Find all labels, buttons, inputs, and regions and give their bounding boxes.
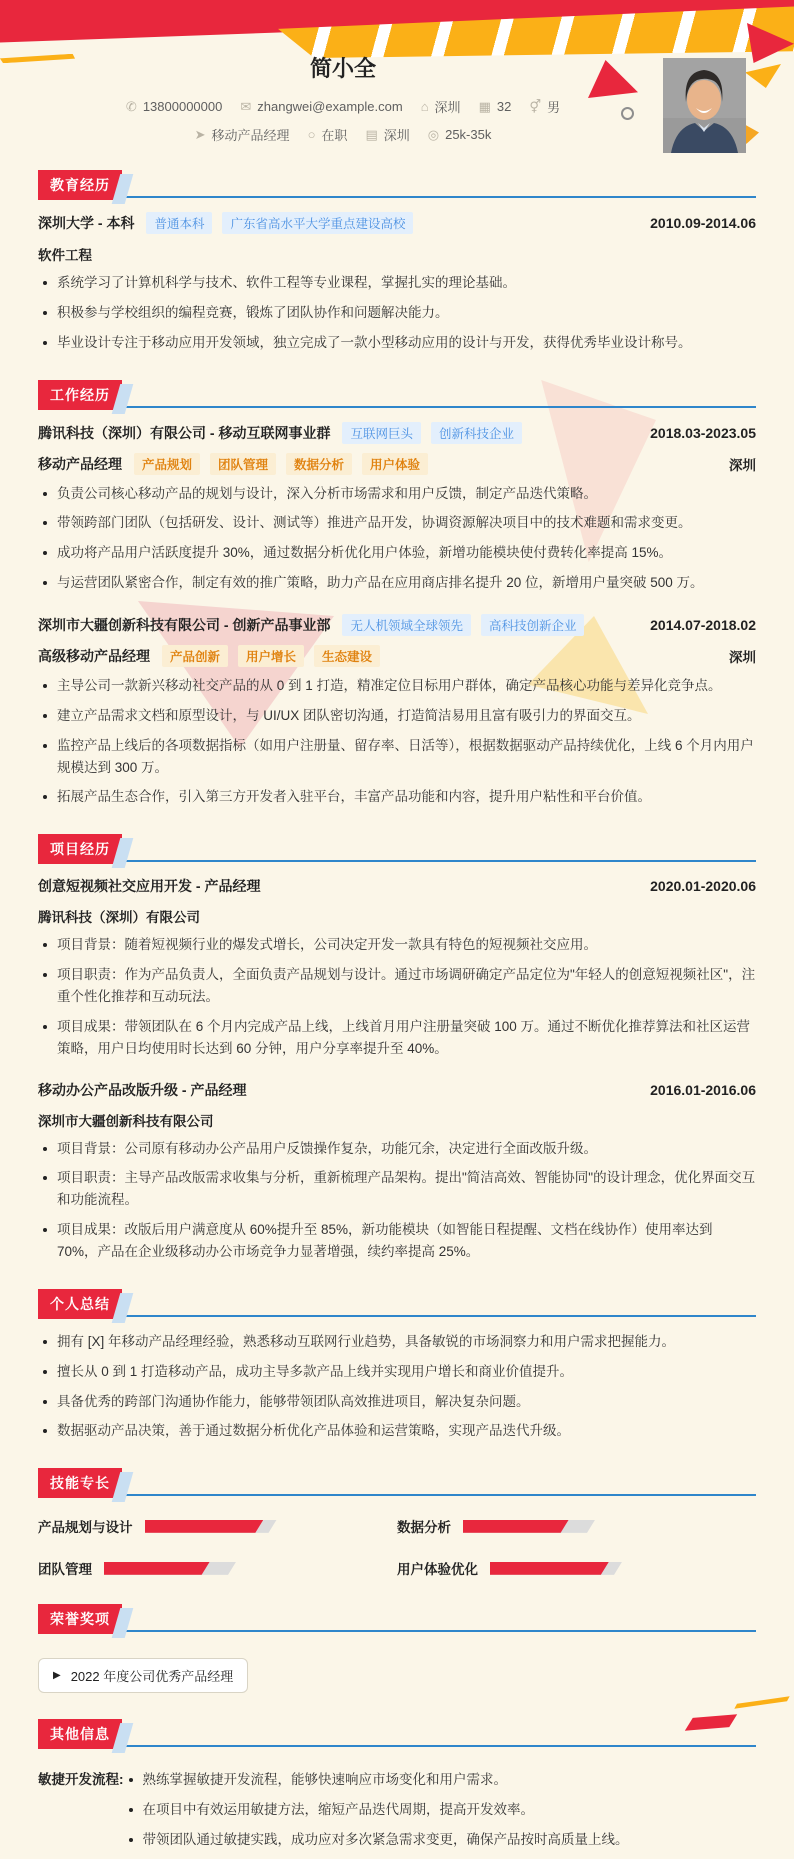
job-role: 高级移动产品经理 [38,648,150,665]
skill-item [397,1516,756,1536]
bullet-item: 拓展产品生态合作，引入第三方开发者入驻平台，丰富产品功能和内容，提升用户粘性和平台价值。 [38,786,756,808]
skill-bar-fill [145,1520,264,1533]
work-location: 深圳 [729,457,756,473]
role-tag: 团队管理 [210,453,276,475]
work-bullets [38,675,756,808]
contact-item [529,97,560,116]
section-divider [38,196,756,198]
section-badge: 其他信息 [38,1719,122,1749]
bullet-item: 建立产品需求文档和原型设计，与 UI/UX 团队密切沟通，打造简洁易用且富有吸引力的界面交互。 [38,705,756,727]
work-bullets [38,483,756,594]
school-tag: 普通本科 [146,212,212,234]
company-tag: 互联网巨头 [342,422,421,444]
bullet-item: 与运营团队紧密合作，制定有效的推广策略，助力产品在应用商店排名提升 20 位，新增用户量突破 500 万。 [38,572,756,594]
header [0,0,686,144]
project-date: 2016.01-2016.06 [650,1081,756,1098]
project-company: 深圳市大疆创新科技有限公司 [38,1113,214,1129]
bullet-item: 积极参与学校组织的编程竞赛，锻炼了团队协作和问题解决能力。 [38,302,756,324]
bullet-item: 项目背景：随着短视频行业的爆发式增长，公司决定开发一款具有特色的短视频社交应用。 [38,934,756,956]
work-entry [38,422,756,594]
work-entry [38,614,756,808]
contact-item [126,99,222,115]
bullet-item: 系统学习了计算机科学与技术、软件工程等专业课程，掌握扎实的理论基础。 [38,272,756,294]
bullet-item: 项目职责：作为产品负责人，全面负责产品规划与设计。通过市场调研确定产品定位为"年轻人的创意短视频社区"，注重个性化推荐和互动玩法。 [38,964,756,1008]
bullet-item: 成功将产品用户活跃度提升 30%，通过数据分析优化用户体验，新增功能模块使付费转化率提高 15%。 [38,542,756,564]
bullet-item: 带领团队通过敏捷实践，成功应对多次紧急需求变更，确保产品按时高质量上线。 [124,1829,757,1851]
education-bullets [38,272,756,354]
role-tags [162,645,380,667]
other-label: 敏捷开发流程: [38,1772,124,1788]
section-divider [38,860,756,862]
role-tag: 产品规划 [134,453,200,475]
section-divider [38,1745,756,1747]
bullet-item: 负责公司核心移动产品的规划与设计，深入分析市场需求和用户反馈，制定产品迭代策略。 [38,483,756,505]
skill-bar-fill [463,1520,569,1533]
bullet-item: 数据驱动产品决策，善于通过数据分析优化产品体验和运营策略，实现产品迭代升级。 [38,1420,756,1442]
play-icon: ▶ [53,1670,61,1682]
project-date: 2020.01-2020.06 [650,878,756,895]
skill-bar [490,1562,622,1575]
project-bullets [38,1138,756,1263]
contact-text: 13800000000 [142,99,223,114]
email-icon: ✉ [240,98,252,114]
section-badge: 技能专长 [38,1468,122,1498]
work-date: 2018.03-2023.05 [650,424,756,441]
status-icon: ○ [307,127,316,142]
skill-bar-fill [104,1562,210,1575]
section-summary [38,1289,756,1442]
contact-row-1 [0,97,686,116]
skills-grid [38,1516,756,1578]
bullet-item: 监控产品上线后的各项数据指标（如用户注册量、留存率、日活等），根据数据驱动产品持续优化，上线 6 个月内用户规模达到 300 万。 [38,735,756,779]
role-tags [134,453,428,475]
phone-icon: ✆ [125,98,137,114]
contact-item [308,125,348,144]
section-header [38,1604,756,1632]
bullet-item: 主导公司一款新兴移动社交产品的从 0 到 1 打造，精准定位目标用户群体，确定产品核心功能与差异化竞争点。 [38,675,756,697]
section-skills [38,1468,756,1578]
skill-bar [463,1520,595,1533]
honor-button[interactable] [38,1658,248,1693]
bullet-item: 项目背景：公司原有移动办公产品用户反馈操作复杂，功能冗余，决定进行全面改版升级。 [38,1138,756,1160]
work-location: 深圳 [729,650,756,666]
other-bullets [124,1761,757,1859]
honor-label: 2022 年度公司优秀产品经理 [70,1669,234,1685]
honors-list [38,1642,756,1693]
company-name: 深圳市大疆创新科技有限公司 - 创新产品事业部 [38,617,331,634]
section-education [38,170,756,354]
role-tag: 用户增长 [238,645,304,667]
section-header [38,1719,756,1747]
resume-body [0,170,794,1859]
section-badge: 教育经历 [38,170,122,200]
section-header [38,1468,756,1496]
role-tag: 产品创新 [162,645,228,667]
section-divider [38,1315,756,1317]
project-bullets [38,934,756,1059]
contact-text: zhangwei@example.com [257,99,403,114]
section-divider [38,1494,756,1496]
company-tag: 无人机领域全球领先 [342,614,471,636]
skill-bar [145,1520,277,1533]
skill-bar-fill [490,1562,609,1575]
school-tags [146,212,413,234]
section-header [38,834,756,862]
company-tag: 创新科技企业 [431,422,522,444]
contact-item [479,99,512,115]
major: 软件工程 [38,248,92,263]
project-entry [38,876,756,1059]
section-badge: 个人总结 [38,1289,122,1319]
section-projects [38,834,756,1263]
section-header [38,1289,756,1317]
salary-icon: ◎ [427,126,440,142]
section-badge: 工作经历 [38,380,122,410]
bullet-item: 在项目中有效运用敏捷方法，缩短产品迭代周期，提高开发效率。 [124,1799,757,1821]
bullet-item: 项目职责：主导产品改版需求收集与分析，重新梳理产品架构。提出"简洁高效、智能协同"的设计理念，优化界面交互和功能流程。 [38,1167,756,1211]
calendar-icon: ▦ [478,98,491,114]
section-work [38,380,756,809]
skill-bar [104,1562,236,1575]
project-company: 腾讯科技（深圳）有限公司 [38,910,200,926]
company-tag: 高科技创新企业 [481,614,585,636]
section-other [38,1719,756,1859]
header-yellow-triangle [745,64,781,88]
contact-text: 移动产品经理 [211,128,290,143]
contact-item [365,125,409,144]
education-date: 2010.09-2014.06 [650,215,756,231]
contact-item [428,127,492,143]
bullet-item: 具备优秀的跨部门沟通协作能力，能够带领团队高效推进项目，解决复杂问题。 [38,1391,756,1413]
project-title: 创意短视频社交应用开发 - 产品经理 [38,878,261,895]
bullet-item: 拥有 [X] 年移动产品经理经验，熟悉移动互联网行业趋势，具备敏锐的市场洞察力和用户需求把握能力。 [38,1331,756,1353]
home-icon: ⌂ [420,99,429,114]
contact-row-2 [0,125,686,144]
contact-item [421,97,461,116]
skill-name: 产品规划与设计 [38,1520,133,1536]
section-divider [38,1630,756,1632]
skill-item [38,1558,397,1578]
role-tag: 生态建设 [314,645,380,667]
contact-text: 深圳 [434,100,461,115]
contact-item [195,125,290,144]
bullet-item: 项目成果：带领团队在 6 个月内完成产品上线，上线首月用户注册量突破 100 万。通过不断优化推荐算法和社区运营策略，用户日均使用时长达到 60 分钟，用户分享率提升至 40%。 [38,1016,756,1060]
role-tag: 用户体验 [362,453,428,475]
project-entry [38,1080,756,1263]
skill-name: 用户体验优化 [397,1562,478,1578]
work-date: 2014.07-2018.02 [650,617,756,634]
school-name: 深圳大学 - 本科 [38,215,135,231]
contact-item [240,99,402,115]
position-icon: ➤ [194,126,206,142]
bullet-item: 毕业设计专注于移动应用开发领域，独立完成了一款小型移动应用的设计与开发，获得优秀毕业设计称号。 [38,332,756,354]
contact-text: 男 [547,100,561,115]
skill-item [397,1558,756,1578]
company-tags [342,614,584,636]
company-name: 腾讯科技（深圳）有限公司 - 移动互联网事业群 [38,424,331,441]
company-tags [342,422,522,444]
skill-item [38,1516,397,1536]
page-title: 简小全 [309,56,376,81]
role-tag: 数据分析 [286,453,352,475]
section-badge: 荣誉奖项 [38,1604,122,1634]
bullet-item: 熟练掌握敏捷开发流程，能够快速响应市场变化和用户需求。 [124,1769,757,1791]
summary-bullets [38,1331,756,1442]
bullet-item: 擅长从 0 到 1 打造移动产品，成功主导多款产品上线并实现用户增长和商业价值提升。 [38,1361,756,1383]
job-role: 移动产品经理 [38,455,122,472]
school-tag: 广东省高水平大学重点建设高校 [222,212,413,234]
education-entry [38,212,756,354]
other-info-row [38,1761,756,1859]
skill-name: 数据分析 [397,1520,451,1536]
contact-text: 25k-35k [445,127,492,142]
bullet-item: 带领跨部门团队（包括研发、设计、测试等）推进产品开发，协调资源解决项目中的技术难题和需求变更。 [38,512,756,534]
contact-text: 深圳 [383,128,410,143]
section-divider [38,406,756,408]
section-honors [38,1604,756,1693]
section-header [38,170,756,198]
city-icon: ▤ [365,126,378,142]
contact-text: 32 [496,99,512,114]
gender-icon: ⚥ [529,98,542,114]
skill-name: 团队管理 [38,1562,92,1578]
section-header [38,380,756,408]
bullet-item: 项目成果：改版后用户满意度从 60%提升至 85%，新功能模块（如智能日程提醒、文档在线协作）使用率达到 70%，产品在企业级移动办公市场竞争力显著增强，续约率提高 25%。 [38,1219,756,1263]
contact-text: 在职 [321,128,348,143]
section-badge: 项目经历 [38,834,122,864]
project-title: 移动办公产品改版升级 - 产品经理 [38,1081,247,1098]
